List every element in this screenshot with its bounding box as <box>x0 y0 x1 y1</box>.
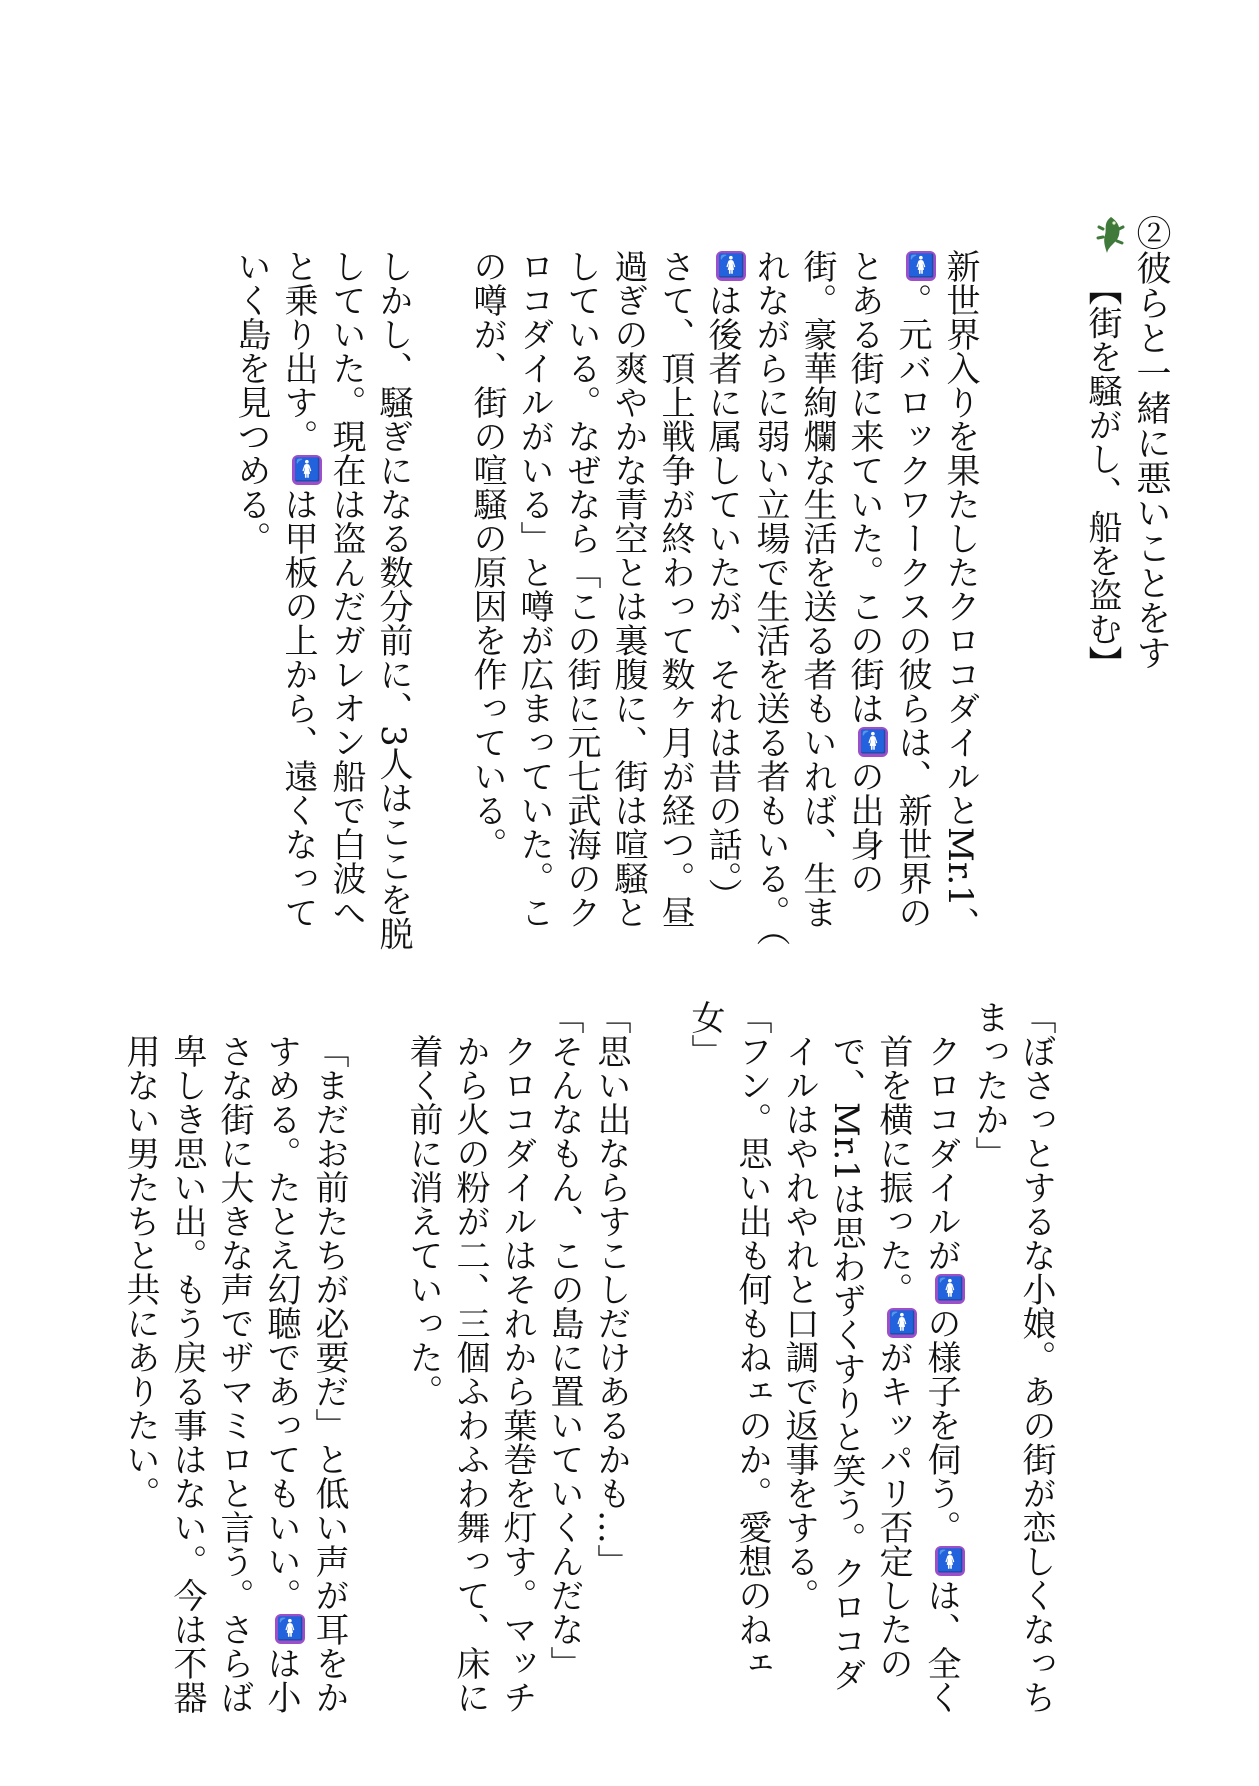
upper-text-tier <box>64 215 1174 955</box>
section-heading <box>1078 215 1127 955</box>
paragraph-1: 新世界入りを果たしたクロコダイルとMr.1、🚺。元バロックワークスの彼らは、新世界のとある街に来ていた。この街は🚺の出身の街。豪華絢爛な生活を送る者もいれば、生まれながらに弱い立場で生活を送る者もいる。（🚺は後者に属していたが、それは昔の話。） <box>702 249 980 946</box>
paragraph-6: 「まだお前たちが必要だ」と低い声が耳をかすめる。たとえ幻聴であってもいい。🚺は小さな街に大きな声でザマミロと言う。さらば卑しき思い出。もう戻る事はない。今は不器用ない男たちと共にありたい。 <box>120 1034 349 1714</box>
person-emoji-icon: 🚺 <box>887 1308 917 1338</box>
quote-2: 「フン。思い出も何もねェのか。愛想のねェ女」 <box>685 1000 772 1680</box>
person-emoji-icon: 🚺 <box>935 1274 965 1304</box>
person-emoji-icon: 🚺 <box>906 251 936 281</box>
person-emoji-icon: 🚺 <box>275 1614 305 1644</box>
person-emoji-icon: 🚺 <box>292 455 322 485</box>
paragraph-3: しかし、騒ぎになる数分前に、3人はここを脱していた。現在は盗んだガレオン船で白波へと乗り出す。🚺は甲板の上から、遠くなっていく島を見つめる。 <box>231 249 413 951</box>
paragraph-5: クロコダイルはそれから葉巻を灯す。マッチから火の粉が二、三個ふわふわ舞って、床に着く前に消えていった。 <box>403 1034 537 1714</box>
heading-text: 【街を騒がし、船を盗む】 <box>1082 271 1122 680</box>
lower-text-tier <box>79 1000 1059 1720</box>
quote-1: 「ぼさっとするな小娘。あの街が恋しくなっちまったか」 <box>969 1000 1056 1714</box>
person-emoji-icon: 🚺 <box>716 251 746 281</box>
quote-4: 「そんなもん、この島に置いていくんだな」 <box>544 1000 584 1680</box>
crocodile-emoji-icon <box>1095 215 1127 255</box>
person-emoji-icon: 🚺 <box>935 1546 965 1576</box>
paragraph-4: クロコダイルが🚺の様子を伺う。🚺は、全く首を横に振った。🚺がキッパリ否定したので、Mr.1は思わずくすりと笑う。クロコダイルはやれやれと口調で返事をする。 <box>779 1034 963 1714</box>
quote-3: 「思い出ならすこしだけあるかも…」 <box>591 1000 631 1578</box>
person-emoji-icon: 🚺 <box>858 727 888 757</box>
chapter-title: ②彼らと一緒に悪いことをす <box>1131 215 1171 670</box>
paragraph-2: さて、頂上戦争が終わって数ヶ月が経つ。昼過ぎの爽やかな青空とは裏腹に、街は喧騒としている。なぜなら「この街に元七武海のクロコダイルがいる」と噂が広まっていた。この噂が、街の喧騒の原因を作っている。 <box>467 249 695 929</box>
